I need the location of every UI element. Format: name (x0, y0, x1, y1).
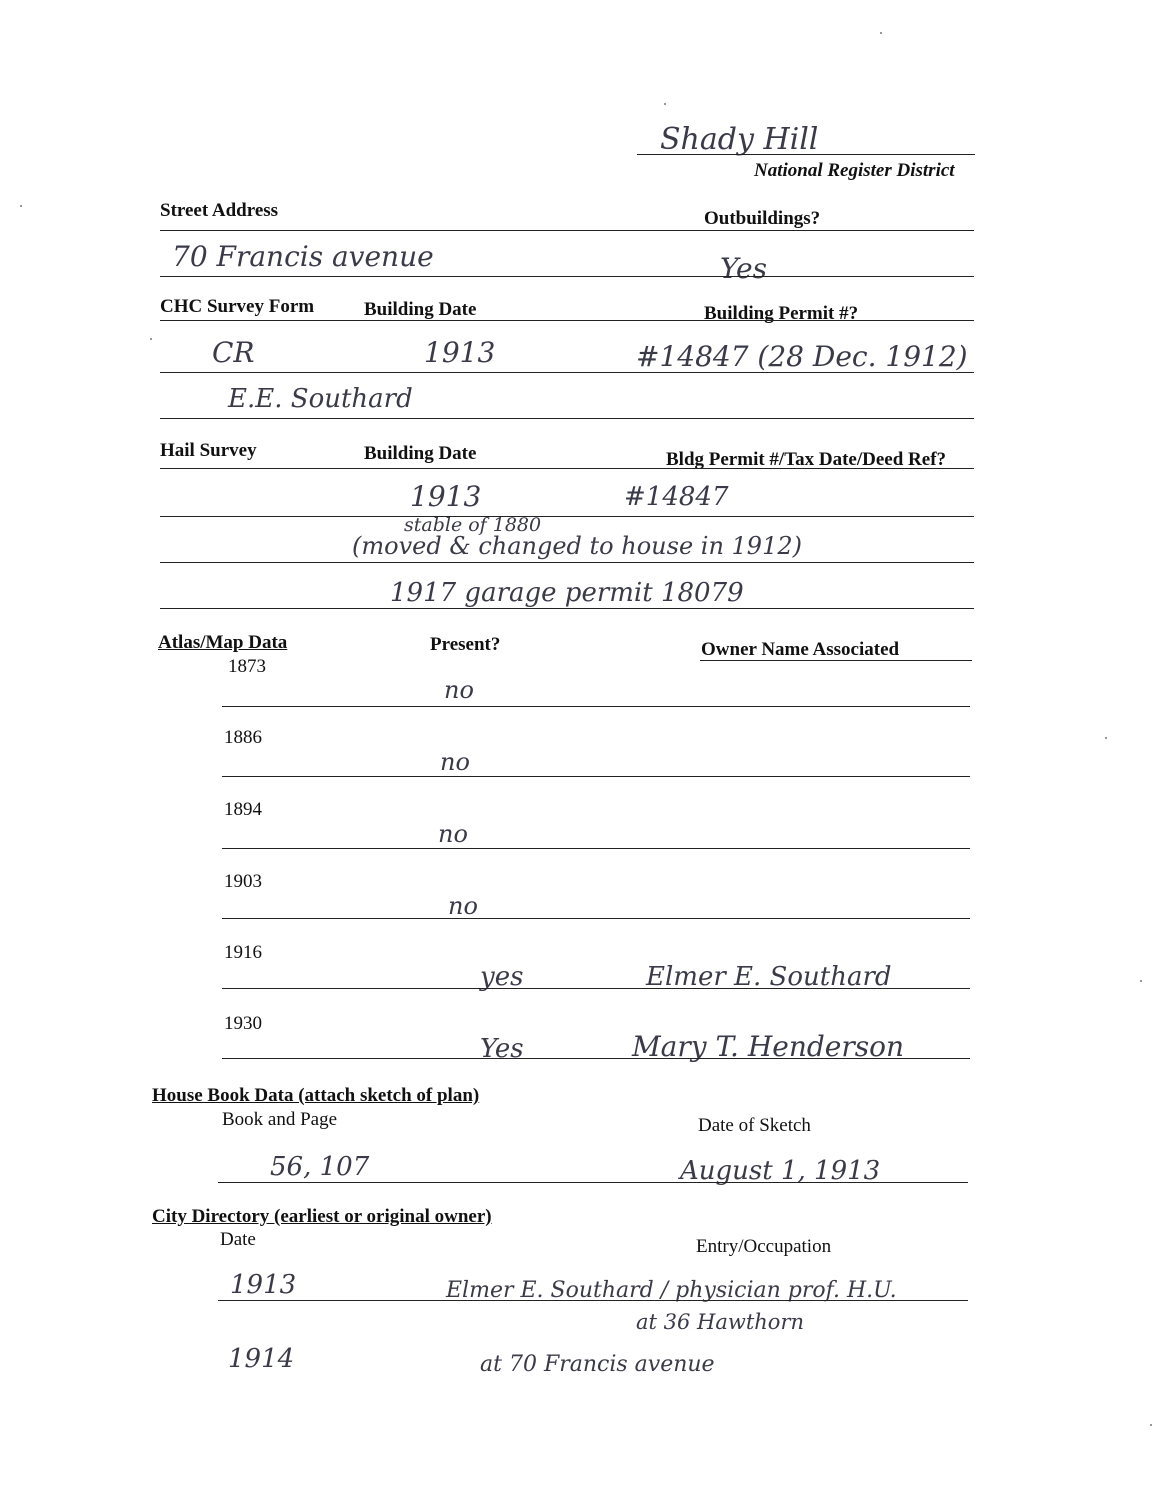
outbuildings-value: Yes (720, 252, 767, 285)
scan-speck (1105, 737, 1107, 739)
chc-survey-label: CHC Survey Form (160, 296, 315, 317)
city-directory-date-label: Date (220, 1229, 256, 1250)
book-page-label: Book and Page (222, 1109, 338, 1130)
atlas-owner-underline (700, 660, 972, 661)
sketch-date-value: August 1, 1913 (680, 1156, 881, 1186)
atlas-year: 1903 (224, 871, 262, 892)
atlas-row-line (222, 988, 970, 989)
directory-date-value: 1913 (230, 1270, 297, 1300)
hail-garage-line (160, 608, 974, 609)
hail-garage-note: 1917 garage permit 18079 (390, 578, 744, 608)
atlas-present-value: no (444, 676, 474, 704)
atlas-year: 1894 (224, 799, 262, 820)
chc-permit-value: #14847 (28 Dec. 1912) (636, 340, 968, 373)
hail-note-line: (moved & changed to house in 1912) (352, 532, 802, 560)
atlas-year: 1930 (224, 1013, 262, 1034)
atlas-year: 1886 (224, 727, 262, 748)
atlas-year: 1916 (224, 942, 262, 963)
book-page-value: 56, 107 (270, 1152, 370, 1182)
chc-owner-value: E.E. Southard (228, 384, 413, 414)
directory-entry-sub: at 36 Hawthorn (636, 1310, 805, 1334)
hail-survey-label: Hail Survey (160, 440, 257, 461)
hail-permit-label: Bldg Permit #/Tax Date/Deed Ref? (666, 449, 947, 470)
atlas-row-line (222, 848, 970, 849)
atlas-owner-value: Mary T. Henderson (632, 1030, 904, 1063)
chc-date-value: 1913 (424, 336, 496, 369)
chc-permit-label: Building Permit #? (704, 303, 859, 324)
chc-value-line (160, 372, 974, 373)
atlas-present-value: no (438, 820, 468, 848)
district-underline (637, 154, 975, 155)
scan-speck (664, 103, 666, 105)
sketch-date-label: Date of Sketch (698, 1115, 811, 1136)
directory-date-value: 1914 (228, 1344, 295, 1374)
atlas-owner-value: Elmer E. Southard (646, 962, 892, 992)
district-name-handwritten: Shady Hill (660, 122, 819, 157)
atlas-present-label: Present? (430, 634, 501, 655)
atlas-year: 1873 (228, 656, 266, 677)
city-directory-label: City Directory (earliest or original owner) (152, 1206, 492, 1227)
scan-speck (1150, 1424, 1152, 1426)
city-directory-entry-label: Entry/Occupation (696, 1236, 832, 1257)
city-directory-line (218, 1300, 968, 1301)
outbuildings-label: Outbuildings? (704, 208, 821, 229)
chc-header-line (160, 320, 974, 321)
chc-form-value: CR (212, 336, 255, 369)
street-value-line (160, 276, 974, 277)
atlas-row-line (222, 776, 970, 777)
scan-speck (880, 32, 882, 34)
atlas-row-line (222, 918, 970, 919)
street-address-value: 70 Francis avenue (172, 240, 434, 273)
directory-entry-value: Elmer E. Southard / physician prof. H.U. (446, 1278, 897, 1303)
street-address-label: Street Address (160, 200, 279, 221)
house-book-line (218, 1182, 968, 1183)
atlas-present-value: no (440, 748, 470, 776)
atlas-row-line (222, 706, 970, 707)
hail-note-line-rule (160, 562, 974, 563)
house-book-label: House Book Data (attach sketch of plan) (152, 1085, 480, 1106)
atlas-owner-label: Owner Name Associated (701, 639, 900, 660)
hail-building-date-label: Building Date (364, 443, 477, 464)
hail-permit-value: #14847 (624, 482, 729, 512)
hail-header-line (160, 468, 974, 469)
hail-value-line (160, 516, 974, 517)
atlas-label: Atlas/Map Data (158, 632, 288, 653)
hail-date-value: 1913 (410, 480, 482, 513)
scan-speck (20, 205, 22, 207)
atlas-row-line (222, 1058, 970, 1059)
street-header-line (160, 230, 974, 231)
scan-speck (150, 338, 152, 340)
district-label: National Register District (754, 160, 955, 181)
chc-owner-line (160, 418, 974, 419)
chc-building-date-label: Building Date (364, 299, 477, 320)
atlas-present-value: no (448, 892, 478, 920)
atlas-present-value: yes (480, 962, 524, 992)
hail-note-above: stable of 1880 (404, 514, 542, 536)
directory-entry-value: at 70 Francis avenue (480, 1352, 715, 1377)
atlas-present-value: Yes (480, 1034, 524, 1064)
scan-speck (1140, 980, 1142, 982)
